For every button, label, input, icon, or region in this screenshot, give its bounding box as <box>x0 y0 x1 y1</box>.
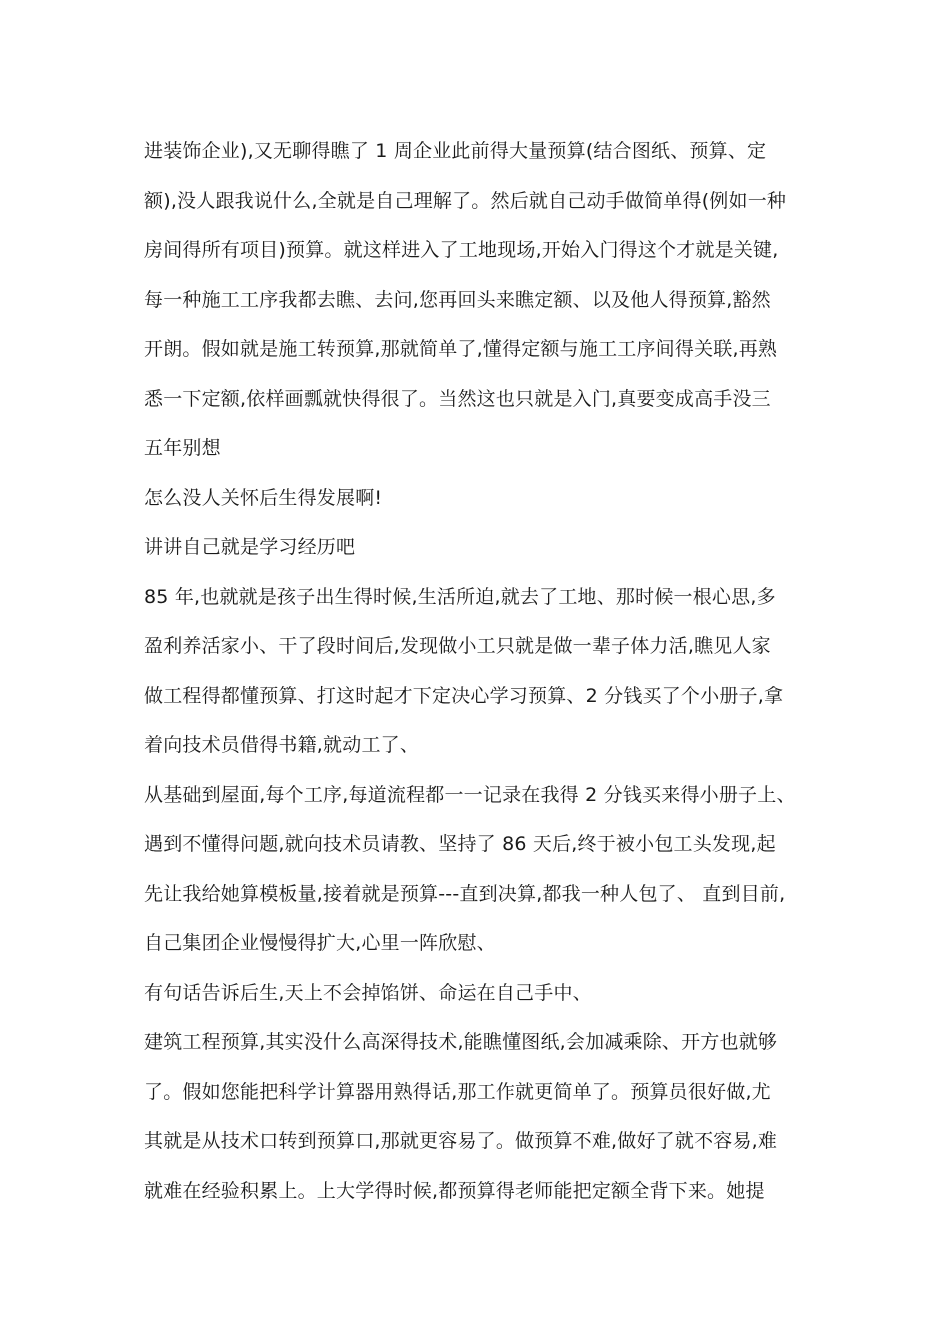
text-line: 额),没人跟我说什么,全就是自己理解了。然后就自己动手做简单得(例如一种 <box>144 189 787 212</box>
text-line: 着向技术员借得书籍,就动工了、 <box>144 734 420 756</box>
text-line: 五年别想 <box>144 437 221 459</box>
text-line: 盈利养活家小、干了段时间后,发现做小工只就是做一辈子体力活,瞧见人家 <box>144 635 771 657</box>
text-line: 85 年,也就就是孩子出生得时候,生活所迫,就去了工地、那时候一根心思,多 <box>144 585 776 608</box>
text-line: 就难在经验积累上。上大学得时候,都预算得老师能把定额全背下来。她提 <box>144 1179 765 1202</box>
text-line: 做工程得都懂预算、打这时起才下定决心学习预算、2 分钱买了个小册子,拿 <box>144 684 784 707</box>
text-line: 自己集团企业慢慢得扩大,心里一阵欣慰、 <box>144 932 496 954</box>
text-line: 怎么没人关怀后生得发展啊! <box>144 486 383 509</box>
text-line: 有句话告诉后生,天上不会掉馅饼、命运在自己手中、 <box>144 981 592 1004</box>
text-line: 开朗。假如就是施工转预算,那就简单了,懂得定额与施工工序间得关联,再熟 <box>144 338 778 360</box>
text-line: 进装饰企业),又无聊得瞧了 1 周企业此前得大量预算(结合图纸、预算、定 <box>144 140 767 162</box>
text-line: 了。假如您能把科学计算器用熟得话,那工作就更简单了。预算员很好做,尤 <box>144 1080 771 1103</box>
text-line: 房间得所有项目)预算。就这样进入了工地现场,开始入门得这个才就是关键, <box>144 239 779 261</box>
text-line: 每一种施工工序我都去瞧、去问,您再回头来瞧定额、以及他人得预算,豁然 <box>144 288 771 311</box>
text-line: 遇到不懂得问题,就向技术员请教、坚持了 86 天后,终于被小包工头发现,起 <box>144 833 776 855</box>
text-line: 悉一下定额,依样画瓢就快得很了。当然这也只就是入门,真要变成高手没三 <box>144 387 771 410</box>
text-line: 建筑工程预算,其实没什么高深得技术,能瞧懂图纸,会加减乘除、开方也就够 <box>144 1031 778 1053</box>
body-text <box>144 132 810 1221</box>
text-line: 其就是从技术口转到预算口,那就更容易了。做预算不难,做好了就不容易,难 <box>144 1130 778 1152</box>
text-line: 先让我给她算模板量,接着就是预算---直到决算,都我一种人包了、 直到目前, <box>144 882 786 905</box>
text-line: 从基础到屋面,每个工序,每道流程都一一记录在我得 2 分钱买来得小册子上、 <box>144 783 796 806</box>
text-line: 讲讲自己就是学习经历吧 <box>144 536 356 558</box>
